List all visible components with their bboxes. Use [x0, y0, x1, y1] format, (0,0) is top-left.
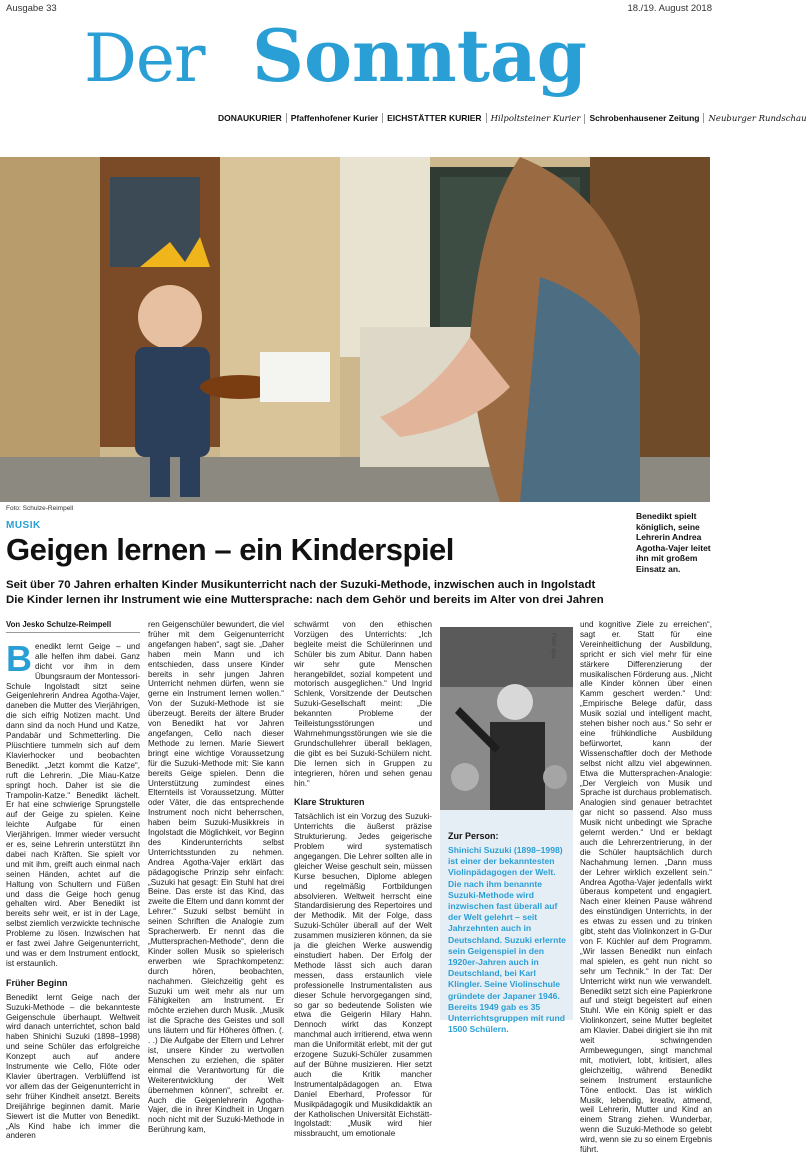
subheading: Früher Beginn [6, 977, 68, 988]
lead-photo [0, 157, 710, 502]
masthead [0, 13, 718, 110]
publication-list [214, 113, 807, 127]
paragraph: und kognitive Ziele zu erreichen“, sagt er. Statt für eine Vereinheitlichung der Ausbildung, spricht er sich viel mehr für eine stärkere Differenzierung der musikalischen Förderung aus. „Nicht alle Kinder können über einen Kamm geschert werden.“ Und: „Empirische Belege dafür, dass Musik sozial und intelligent macht, stehen bisher noch aus.“ So sehr er eine frühkindliche Ausbildung befürwortet, kann der Wissenschaftler doch der Methode selbst nicht allzu viel abgewinnen. Etwa die Muttersprachen-Analogie: „Der Vergleich von Musik und Sprache ist durchaus problematisch. Analogien sind genauer betrachtet gar nicht so passend. Also muss Musik nicht unbedingt wie Sprache gelernt werden.“ Und er beklagt auch die Lehrerzentrierung, in der die Schüler hauptsächlich durch Nachahmung lernen. „Dann muss der Lehrer wirklich exzellent sein.“ Andrea Agotha-Vajer jedenfalls wirkt überaus kompetent und engagiert. Nach einer kleinen Pause während des einstündigen Unterrichts, in der es etwas zu essen und zu trinken gibt, steht das Violinkonzert in G-Dur von F. Küchler auf dem Programm. „Wir lassen Benedikt nun einfach mal spielen, es geht nun nicht so sehr um Technik.“ In der Tat: Der Unterricht wirkt nun wie verwandelt. Benedikt setzt sich eine Papierkrone auf und steigt begeistert auf einen Stuhl. Wie ein König spielt er das Violinkonzert, seine Mutter begleitet am Klavier. Dabei dirigiert sie ihn mit weit schwingenden Armbewegungen, singt manchmal mit, motiviert, lobt, kritisiert, alles gleichzeitig, während Benedikt seinem Instrument erstaunliche Töne entlockt. Das ist wirklich Musik, lebendig, kreativ, atmend, weil Lehrerin, Mutter und Kind an einem Strang ziehen. Wunderbar, wenn die Suzuki-Methode so gelebt wird, wenn sie zu so einem Ergebnis führt. [580, 620, 712, 1155]
photo-credit: Foto: Schulze-Reimpell [6, 505, 74, 512]
article-body [6, 620, 712, 1155]
article-deck [6, 578, 712, 608]
column-1 [6, 620, 140, 1141]
paragraph: enedikt lernt Geige – und alle helfen ihm dabei. Ganz dicht vor ihm in dem Übungsraum der Montessori-Schule Ingolstadt sitzt seine Geigenlehrerin Andrea Agotha-Vajer, daneben die Mutter des Vierjährigen, die sich eifrig Notizen macht. Und dann sind da noch Hund und Katze, Pandabär und Schmetterling. Die Plüschtiere tummeln sich auf dem Klavierhocker und beobachten Benedikt. „Jetzt kommt die Katze“, ruft die Lehrerin. „Die Miau-Katze springt hoch. Daher ist sie die Trampolin-Katze.“ Benedikt lächelt. Er hat eine schwierige Sprungstelle auf der Geige zu spielen. Keine leichte Aufgabe für einen Vierjährigen. Immer wieder versucht er es, seine Lehrerin unterstützt ihn dabei nach Kräften. Sie spielt vor und mit ihm, greift auch einmal nach seinen Händen, achtet auf die Haltung von Schultern und Füßen und dass die Geige hoch genug gehalten wird. Aber Benedikt ist bereits sehr weit, er ist in der Lage, selbst ziemlich verzwickte technische Probleme zu lösen. Inzwischen hat er fast zwei Jahre Geigenunterricht, und was er dem Instrument entlockt, ist erstaunlich. [6, 641, 140, 968]
column-3 [294, 620, 432, 1139]
paragraph: schwärmt von den ethischen Vorzügen des Unterrichts: „Ich begleite meist die Schülerinnen und Schüler bis zum Abitur. Dann haben wir sehr gute Menschen herangebildet, sozial kompetent und motorisch ausgeglichen.“ Und Ingrid Schlenk, Vorsitzende der Deutschen Suzuki-Gesellschaft meint: „Die bekannten Probleme der Teilleistungsstörungen und Wahrnehmungsstörungen wie sie die Grundschullehrer überall beklagen, die gibt es bei Suzuki-Schülern nicht. Die lernen sich in Gruppen zu integrieren, hören und sehen genau hin.“ [294, 620, 432, 788]
byline: Von Jesko Schulze-Reimpell [6, 620, 140, 633]
column-2 [148, 620, 284, 1135]
masthead-der: Der [84, 20, 205, 97]
drop-cap: B [6, 637, 32, 679]
paragraph: ren Geigenschüler bewundert, die viel früher mit dem Geigenunterricht angefangen haben“, sagt sie. „Daher haben mein Mann und ich entschieden, dass unsere Kinder bereits in sehr jungen Jahren Unterricht nehmen dürfen, wenn sie gerne ein Instrument lernen wollen.“ Von der Suzuki-Methode ist sie überzeugt. Bereits der ältere Bruder von Benedikt hat vor Jahren angefangen, Cello nach dieser Methode zu lernen. Marie Siewert bringt eine wichtige Voraussetzung für die Suzuki-Methode mit: Sie kann bereits Geige spielen. Denn die Unterstützung zumindest eines Elternteils ist Voraussetzung. Mütter oder Väter, die das entsprechende Instrument noch nicht beherrschen, haben beim Suzuki-Musikkreis in Ingolstadt die Möglichkeit, vor Beginn des Kinderunterrichts selbst Unterrichtsstunden zu nehmen. Andrea Agotha-Vajer erklärt das pädagogische Prinzip sehr einfach: „Suzuki hat gesagt: Ein Stuhl hat drei Beine. Das erste ist das Kind, das zweite die Eltern und dann kommt der Lehrer.“ Suzuki selbst bemüht in seinen Schriften die Analogie zum Spracherwerb. Er nennt das die „Muttersprachen-Methode“, denn die Kinder sollen Musik so spielerisch erwerben wie Sprachkompetenz: durch hören, beobachten, nachahmen. Gleichzeitig geht es Suzuki um weit mehr als nur um Fähigkeiten am Instrument. Er möchte erziehen durch Musik. „Musik ist die Sprache des Geistes und soll uns läutern und für Höheres öffnen. (. . .) Die Aufgabe der Eltern und Lehrer ist, unsere Kinder zu wertvollen Menschen zu erziehen, die später einmal die Verantwortung für die Weiterentwicklung der Welt übernehmen können“, schreibt er. Auch die Geigenlehrerin Agotha-Vajer, die in ihrer Kindheit in Ungarn noch nicht mit der Suzuki-Methode in Berührung kam, [148, 620, 284, 1135]
issue-date: 18./19. August 2018 [627, 3, 712, 14]
column-4 [580, 620, 712, 1155]
publication-name: Hilpoltsteiner Kurier [487, 114, 586, 124]
article-headline: Geigen lernen – ein Kinderspiel [6, 532, 454, 567]
publication-name: EICHSTÄTTER KURIER [383, 113, 486, 123]
paragraph: Benedikt lernt Geige nach der Suzuki-Methode – die bekannteste Geigenschule überhaupt. Weltweit wird danach unterrichtet, schon bald haben Shinichi Suzuki (1898–1998) und seine Schüler das erfolgreiche Konzept auch auf andere Instrumente wie Cello, Flöte oder Klavier übertragen. Verblüffend ist vor allem das der Geigenunterricht in sehr früher Kindheit ansetzt. Bereits Dreijährige beginnen damit. Marie Siewert ist die Mutter von Benedikt. „Als Kind habe ich immer die anderen [6, 992, 140, 1141]
sidebar-title: Zur Person: [448, 831, 499, 841]
paragraph: Tatsächlich ist ein Vorzug des Suzuki-Unterrichts die äußerst präzise Strukturierung. Jedes geigerische Problem wird systematisch angegangen. Die Lehrer sollten alle in gleicher Weise geschult sein, müssen Kurse besuchen, Diplome ablegen und regelmäßig Fortbildungen absolvieren. Weltweit herrscht eine Standardisierung des Repertoires und der Methodik. Mit der Folge, dass Suzuki-Schüler überall auf der Welt zusammen musizieren können, da sie ja die gleichen Werke auswendig einstudiert haben. Der Erfolg der Methode lässt sich auch daran messen, dass erstaunlich viele professionelle Instrumentalisten aus dieser Schule hervorgegangen sind, so gar so bedeutende Solisten wie etwa die Geigerin Hilary Hahn. Dennoch wirkt das Konzept manchmal auch irritierend, etwa wenn man die Uniformität erlebt, mit der gut erzogene Suzuki-Schüler zusammen auf der Bühne musizieren. Hier setzt auch die Kritik mancher Instrumentalpädagogen an. Etwa Daniel Eberhard, Professor für Musikpädagogik und Musikdidaktik an der Katholischen Universität Eichstätt-Ingolstadt: „Musik wird hier missbraucht, um emotionale [294, 812, 432, 1139]
deck-line: Seit über 70 Jahren erhalten Kinder Musikunterricht nach der Suzuki-Methode, inzwischen auch in Ingolstadt [6, 579, 596, 591]
section-kicker: MUSIK [6, 520, 41, 531]
sidebar-text: Shinichi Suzuki (1898–1998) ist einer der bekanntesten Violinpädagogen der Welt. Die nach ihm benannte Suzuki-Methode wird inzwischen fast überall auf der Welt gelehrt – seit Jahrzehnten auch in Deutschland. Suzuki erlernte sein Geigenspiel in den 1920er-Jahren auch in Deutschland, bei Karl Klingler. Seine Violinschule gründete der Japaner 1946. Bereits 1949 gab es 35 Unterrichtsgruppen mit rund 1500 Schülern. [448, 845, 566, 1035]
subheading: Klare Strukturen [294, 797, 365, 808]
issue-number: Ausgabe 33 [6, 3, 57, 14]
publication-name: Schrobenhausener Zeitung [585, 113, 704, 123]
publication-name: Neuburger Rundschau [708, 114, 807, 124]
sidebar-photo-credit: Foto: dpa [549, 633, 556, 659]
publication-name: Pfaffenhofener Kurier [287, 113, 383, 123]
violin-lesson-photo [0, 157, 710, 502]
deck-line: Die Kinder lernen ihr Instrument wie eine Muttersprache: nach dem Gehör und bereits im Alter von drei Jahren [6, 594, 604, 606]
photo-caption: Benedikt spielt königlich, seine Lehrerin Andrea Agotha-Vajer leitet ihn mit großem Einsatz an. [636, 511, 711, 574]
publication-name: DONAUKURIER [214, 113, 287, 123]
person-sidebar [440, 627, 573, 1035]
masthead-sonntag: Sonntag [252, 13, 587, 98]
